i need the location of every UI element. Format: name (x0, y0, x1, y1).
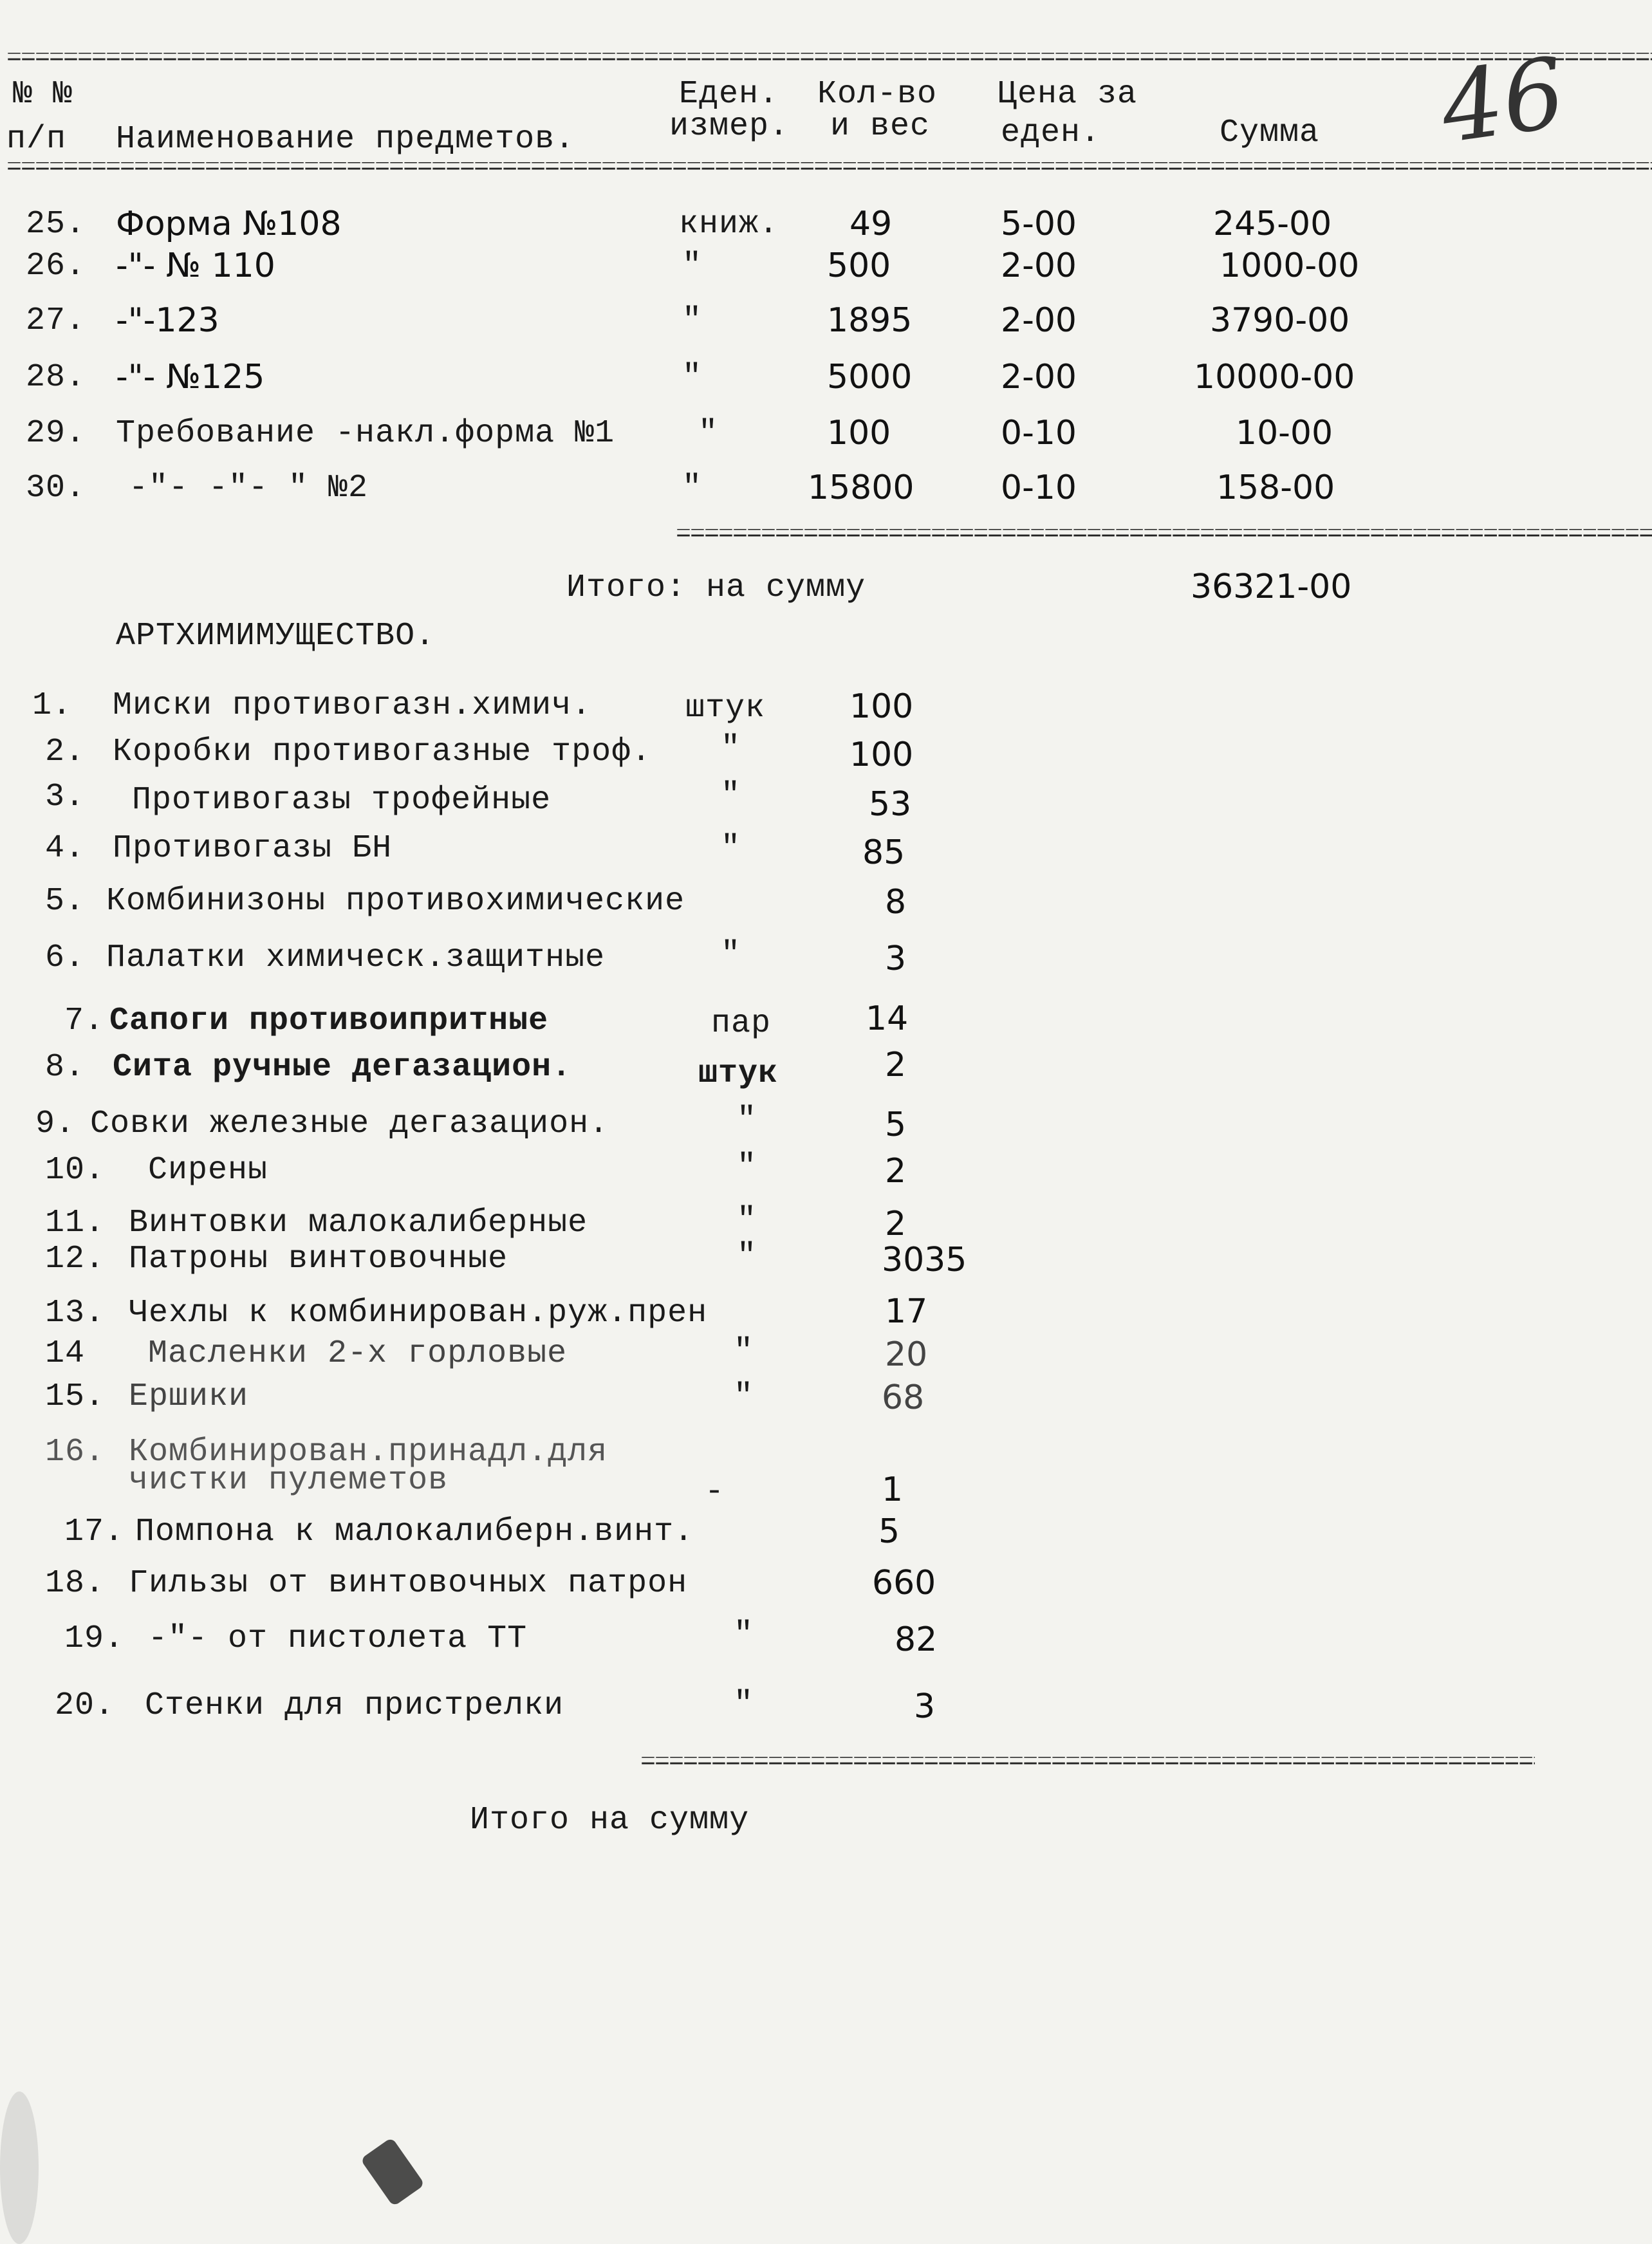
header-col-num-2: п/п (6, 121, 67, 158)
row-price: 2-00 (1001, 301, 1077, 340)
header-rule (6, 162, 1652, 174)
section2-total-label: Итого на сумму (470, 1802, 750, 1839)
row-name: Стенки для пристрелки (145, 1687, 564, 1724)
row-qty: 2 (885, 1205, 907, 1243)
row-num: 4. (45, 830, 86, 867)
section1-total-label: Итого: на сумму (566, 570, 866, 606)
row-unit: - (705, 1474, 725, 1510)
header-col-name: Наименование предметов. (116, 121, 575, 158)
row-qty: 85 (862, 833, 905, 872)
header-col-unit-1: Еден. (679, 76, 779, 113)
row-qty: 1895 (827, 301, 913, 340)
row-unit: " (698, 415, 719, 452)
row-qty: 3 (914, 1687, 936, 1726)
row-qty: 15800 (808, 468, 914, 507)
row-name: Ершики (129, 1378, 249, 1415)
row-unit: " (682, 470, 703, 506)
row-qty: 17 (885, 1292, 928, 1331)
row-num: 14 (45, 1335, 86, 1372)
row-unit: " (734, 1686, 754, 1723)
row-name: Патроны винтовочные (129, 1241, 508, 1277)
row-unit: " (721, 830, 741, 867)
row-name: -"- №125 (116, 358, 265, 396)
section1-total-rule (676, 529, 1652, 541)
row-qty: 49 (849, 205, 893, 243)
row-unit: " (734, 1333, 754, 1370)
row-unit: " (721, 936, 741, 973)
row-name: Палатки химическ.защитные (106, 940, 606, 976)
row-qty: 660 (872, 1564, 936, 1602)
row-num: 27. (26, 302, 86, 339)
section2-title: АРТХИМИМУЩЕСТВО. (116, 618, 436, 654)
header-col-qty-2: и вес (830, 108, 931, 145)
row-name-continued: чистки пулеметов (129, 1462, 449, 1499)
row-qty: 82 (895, 1620, 938, 1659)
row-name: Форма №108 (116, 205, 342, 243)
row-name: Сита ручные дегазацион. (113, 1049, 572, 1086)
top-rule (6, 53, 1652, 64)
row-name: -"- -"- " №2 (129, 470, 369, 506)
row-name: Совки железные дегазацион. (90, 1106, 609, 1142)
row-name: Миски противогазн.химич. (113, 687, 592, 724)
header-col-price-2: еден. (1001, 115, 1101, 151)
row-qty: 1 (882, 1470, 904, 1509)
row-num: 2. (45, 734, 86, 770)
row-qty: 2 (885, 1152, 907, 1191)
header-col-sum: Сумма (1220, 115, 1320, 151)
row-qty: 53 (869, 785, 912, 824)
row-name: -"- № 110 (116, 246, 275, 285)
row-unit: " (737, 1102, 757, 1138)
row-unit: штук (685, 690, 766, 727)
row-sum: 1000-00 (1220, 246, 1360, 285)
section1-total-value: 36321-00 (1191, 568, 1352, 606)
row-unit: книж. (679, 206, 779, 243)
row-num: 19. (64, 1620, 125, 1657)
row-name: Коробки противогазные троф. (113, 734, 652, 770)
row-name: Комбинирован.принадл.для (129, 1434, 608, 1470)
row-num: 30. (26, 470, 86, 506)
row-name: Сапоги противоипритные (109, 1003, 549, 1039)
row-qty: 14 (866, 999, 909, 1038)
row-unit: " (734, 1617, 754, 1653)
row-name: Гильзы от винтовочных патрон (129, 1565, 688, 1602)
row-unit: " (682, 359, 703, 396)
row-unit: " (721, 777, 741, 814)
row-num: 8. (45, 1049, 86, 1086)
section2-total-rule (640, 1757, 1535, 1768)
row-num: 16. (45, 1434, 106, 1470)
row-name: -"- от пистолета ТТ (148, 1620, 528, 1657)
row-unit: " (737, 1238, 757, 1275)
row-name: Противогазы трофейные (132, 782, 552, 819)
row-num: 6. (45, 940, 86, 976)
row-num: 18. (45, 1565, 106, 1602)
row-qty: 3 (885, 940, 907, 978)
scan-smudge (0, 2091, 39, 2244)
row-sum: 10-00 (1236, 414, 1333, 452)
row-price: 0-10 (1001, 468, 1077, 507)
row-unit: " (737, 1202, 757, 1239)
row-unit: " (682, 248, 703, 284)
row-qty: 5000 (827, 358, 913, 396)
row-unit: " (682, 302, 703, 339)
row-qty: 2 (885, 1046, 907, 1084)
row-qty: 20 (885, 1335, 928, 1374)
header-col-qty-1: Кол-во (817, 76, 938, 113)
row-name: Комбинизоны противохимические (106, 883, 685, 920)
row-qty: 68 (882, 1378, 925, 1417)
row-qty: 8 (885, 883, 907, 922)
row-unit: " (721, 730, 741, 767)
row-num: 13. (45, 1295, 106, 1331)
row-name: Помпона к малокалиберн.винт. (135, 1514, 694, 1550)
row-num: 5. (45, 883, 86, 920)
row-qty: 5 (885, 1106, 907, 1144)
row-price: 5-00 (1001, 205, 1077, 243)
row-num: 26. (26, 248, 86, 284)
row-name: Чехлы к комбинирован.руж.прен (129, 1295, 708, 1331)
header-col-unit-2: измер. (669, 108, 790, 145)
row-num: 28. (26, 359, 86, 396)
row-num: 10. (45, 1152, 106, 1189)
row-price: 2-00 (1001, 246, 1077, 285)
row-num: 1. (32, 687, 73, 724)
row-sum: 158-00 (1216, 468, 1335, 507)
row-sum: 10000-00 (1194, 358, 1355, 396)
row-price: 0-10 (1001, 414, 1077, 452)
row-unit: " (737, 1149, 757, 1185)
scan-smudge (360, 2137, 425, 2207)
row-sum: 3790-00 (1210, 301, 1350, 340)
row-num: 25. (26, 206, 86, 243)
header-col-num-1: № № (13, 76, 73, 113)
row-num: 20. (55, 1687, 115, 1724)
row-unit: пар (711, 1005, 772, 1042)
row-unit: штук (698, 1055, 779, 1092)
row-qty: 100 (849, 736, 914, 774)
row-qty: 500 (827, 246, 891, 285)
row-num: 7. (64, 1003, 105, 1039)
row-sum: 245-00 (1213, 205, 1332, 243)
row-num: 11. (45, 1205, 106, 1241)
row-qty: 3035 (882, 1241, 967, 1279)
row-num: 29. (26, 415, 86, 452)
row-name: -"-123 (116, 301, 219, 340)
row-qty: 100 (849, 687, 914, 726)
row-unit: " (734, 1378, 754, 1415)
row-num: 15. (45, 1378, 106, 1415)
row-num: 3. (45, 779, 86, 815)
row-name: Требование -накл.форма №1 (116, 415, 615, 452)
page-number: 46 (1434, 37, 1572, 165)
row-qty: 5 (878, 1512, 900, 1551)
row-num: 12. (45, 1241, 106, 1277)
row-price: 2-00 (1001, 358, 1077, 396)
row-qty: 100 (827, 414, 891, 452)
row-num: 17. (64, 1514, 125, 1550)
row-name: Масленки 2-х горловые (148, 1335, 568, 1372)
row-name: Сирены (148, 1152, 268, 1189)
row-name: Винтовки малокалиберные (129, 1205, 588, 1241)
row-name: Противогазы БН (113, 830, 393, 867)
row-num: 9. (35, 1106, 76, 1142)
header-col-price-1: Цена за (998, 76, 1138, 113)
